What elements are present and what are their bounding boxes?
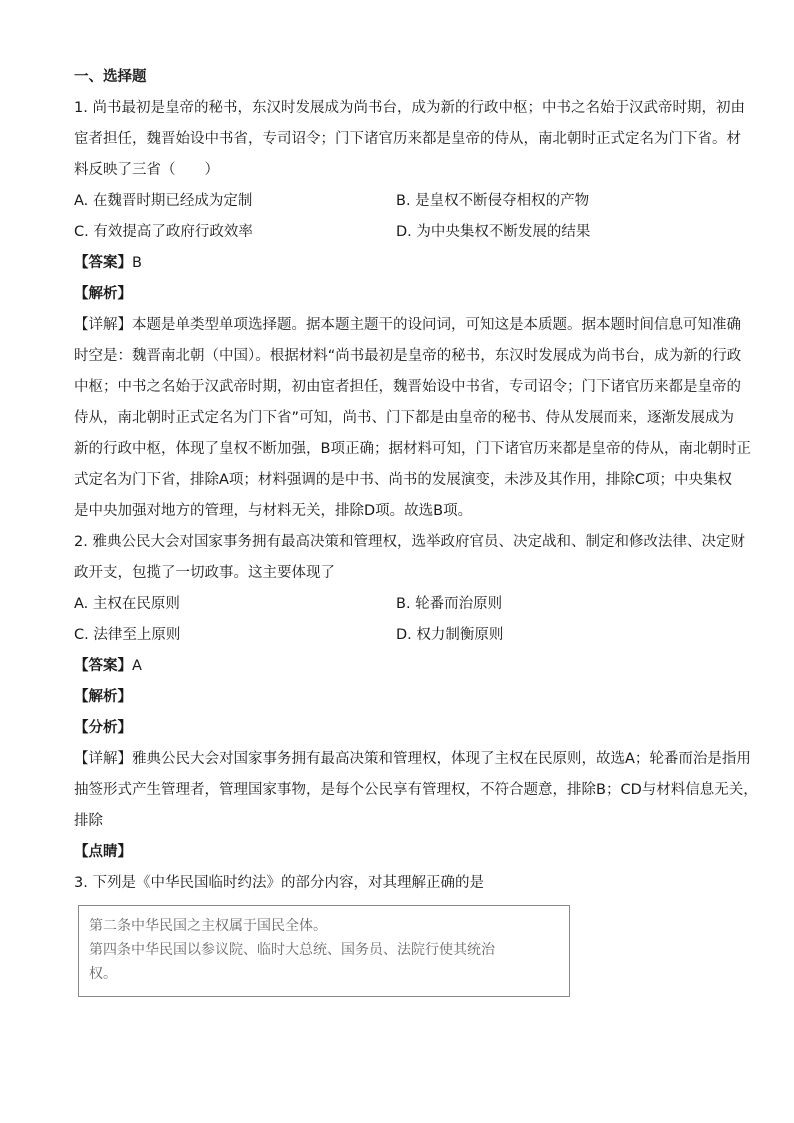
question-1 <box>74 93 754 527</box>
question-3 <box>74 868 754 997</box>
question-2-detail-line-1: 【详解】雅典公民大会对国家事务拥有最高决策和管理权，体现了主权在民原则，故选A；轮番而治是指用 <box>74 751 751 767</box>
question-2-stem-line-2: 政开支，包揽了一切政事。这主要体现了 <box>74 565 335 581</box>
question-1-detail-line-4: 侍从，南北朝时正式定名为门下省”可知，尚书、门下都是由皇帝的秘书、侍从发展而来，逐渐发展成为 <box>74 410 735 426</box>
question-1-option-d: D. 为中央集权不断发展的结果 <box>396 224 591 240</box>
question-1-stem-line-2: 宦者担任，魏晋始设中书省，专司诏令；门下诸官历来都是皇帝的侍从，南北朝时正式定名为门下省。材 <box>74 131 741 147</box>
question-2-detail-line-3: 排除 <box>74 813 103 829</box>
question-1-stem-line-1: 1. 尚书最初是皇帝的秘书，东汉时发展成为尚书台，成为新的行政中枢；中书之名始于汉武帝时期，初由 <box>74 100 745 116</box>
material-line-3: 权。 <box>89 966 117 982</box>
question-1-stem-line-3: 料反映了三省（ ） <box>74 162 219 178</box>
question-2-dianjing-tag: 【点睛】 <box>74 844 132 860</box>
question-1-detail-line-5: 新的行政中枢，体现了皇权不断加强，B项正确；据材料可知，门下诸官历来都是皇帝的侍从，南北朝时正 <box>74 441 751 457</box>
question-2-stem-line-1: 2. 雅典公民大会对国家事务拥有最高决策和管理权，选举政府官员、决定战和、制定和修改法律、决定财 <box>74 534 745 550</box>
question-2-answer <box>74 651 754 682</box>
question-2-fenxi-tag: 【分析】 <box>74 720 132 736</box>
question-1-detail-line-6: 式定名为门下省，排除A项；材料强调的是中书、尚书的发展演变，未涉及其作用，排除C项；中央集权 <box>74 472 733 488</box>
question-2-analysis-tag: 【解析】 <box>74 689 132 705</box>
question-2-options-row-1 <box>74 589 754 620</box>
question-1-option-c: C. 有效提高了政府行政效率 <box>74 224 253 240</box>
question-1-detail-line-7: 是中央加强对地方的管理，与材料无关，排除D项。故选B项。 <box>74 503 473 519</box>
question-1-option-b: B. 是皇权不断侵夺相权的产物 <box>396 193 590 209</box>
section-title: 一、选择题 <box>74 69 147 85</box>
question-1-detail-line-1: 【详解】本题是单类型单项选择题。据本题主题干的设问词，可知这是本质题。据本题时间信息可知准确 <box>74 317 741 333</box>
question-3-stem: 3. 下列是《中华民国临时约法》的部分内容，对其理解正确的是 <box>74 875 484 891</box>
material-line-1: 第二条中华民国之主权属于国民全体。 <box>89 918 327 934</box>
document-page <box>74 60 758 997</box>
material-line-2: 第四条中华民国以参议院、临时大总统、国务员、法院行使其统治 <box>89 942 495 958</box>
question-2-options-row-2 <box>74 620 754 651</box>
question-1-detail-line-2: 时空是：魏晋南北朝（中国）。根据材料“尚书最初是皇帝的秘书，东汉时发展成为尚书台，成为新的行政 <box>74 348 742 364</box>
question-2-detail-line-2: 抽签形式产生管理者，管理国家事物，是每个公民享有管理权，不符合题意，排除B；CD与材料信息无关， <box>74 782 758 798</box>
question-2 <box>74 527 758 868</box>
question-3-material-box <box>78 905 570 997</box>
question-1-option-a: A. 在魏晋时期已经成为定制 <box>74 193 253 209</box>
question-1-analysis-tag: 【解析】 <box>74 286 132 302</box>
answer-value: A <box>132 658 142 674</box>
question-1-options-row-1 <box>74 186 754 217</box>
question-1-detail-line-3: 中枢；中书之名始于汉武帝时期，初由宦者担任，魏晋始设中书省，专司诏令；门下诸官历来都是皇帝的 <box>74 379 741 395</box>
answer-value: B <box>132 255 142 271</box>
answer-tag: 【答案】 <box>74 255 132 271</box>
question-1-answer <box>74 248 754 279</box>
question-2-option-a: A. 主权在民原则 <box>74 596 180 612</box>
answer-tag: 【答案】 <box>74 658 132 674</box>
question-2-option-d: D. 权力制衡原则 <box>396 627 504 643</box>
question-1-options-row-2 <box>74 217 754 248</box>
question-2-option-c: C. 法律至上原则 <box>74 627 181 643</box>
question-2-option-b: B. 轮番而治原则 <box>396 596 503 612</box>
